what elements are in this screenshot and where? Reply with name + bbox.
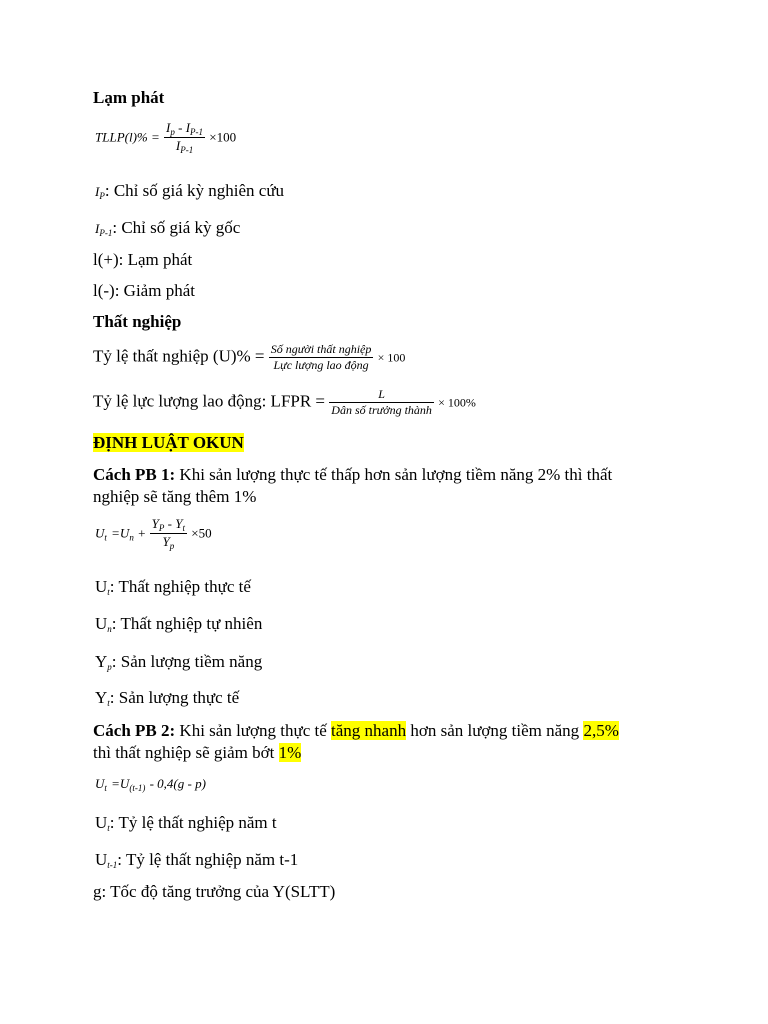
- f2-eq: =U: [111, 776, 130, 791]
- def-text: : Sản lượng tiềm năng: [111, 652, 263, 671]
- def-symbol: I: [95, 184, 100, 199]
- lfpr-formula: [93, 387, 476, 418]
- def-symbol-sub: P-1: [99, 228, 113, 238]
- num-minus: -: [178, 120, 183, 135]
- def-symbol-sub: t: [107, 823, 110, 833]
- num-a: I: [166, 120, 171, 135]
- def-text: : Thất nghiệp thực tế: [109, 577, 251, 596]
- def-symbol: U: [95, 850, 108, 869]
- rate-den: Lực lượng lao động: [273, 358, 369, 372]
- def-yp: [95, 652, 262, 672]
- f1-den: Y: [162, 534, 170, 549]
- def-symbol-sub: p: [107, 662, 112, 672]
- rate-times: × 100: [377, 350, 406, 365]
- formula-times: ×100: [209, 129, 237, 145]
- f2-lhs-sub: t: [104, 783, 107, 793]
- def-symbol-sub: t-1: [107, 860, 118, 870]
- pb2-highlight-2: 2,5%: [583, 721, 619, 740]
- def-symbol: Y: [95, 652, 108, 671]
- pb2-text-a: Khi sản lượng thực tế: [175, 721, 332, 740]
- inflation-heading: Lạm phát: [93, 88, 165, 107]
- num-b: I: [185, 120, 191, 135]
- f1-num: Y: [151, 516, 159, 531]
- unemployment-heading: Thất nghiệp: [93, 312, 182, 331]
- f2-rest: - 0,4(g - p): [149, 776, 206, 791]
- pb1-label: Cách PB 1:: [93, 465, 176, 484]
- def-symbol-sub: n: [107, 624, 112, 634]
- f1-num-sub-b: t: [182, 523, 185, 533]
- num-a-sub: p: [170, 127, 175, 137]
- rate-fraction: [269, 342, 374, 373]
- inflation-line-plus: l(+): Lạm phát: [93, 250, 193, 269]
- lfpr-den: Dân số trưởng thành: [331, 403, 432, 417]
- def-symbol-sub: P: [99, 191, 105, 201]
- def-text: : Chỉ số giá kỳ gốc: [112, 218, 241, 237]
- den-sub: P-1: [180, 145, 194, 155]
- def-symbol-sub: t: [107, 698, 110, 708]
- f1-plus: +: [138, 525, 146, 541]
- lfpr-fraction: [329, 387, 434, 418]
- f1-times: ×50: [191, 525, 212, 541]
- f1-eq: =U: [111, 525, 130, 541]
- okun-heading-text: ĐỊNH LUẬT OKUN: [93, 433, 244, 452]
- def-symbol-sub: t: [107, 587, 110, 597]
- den: I: [175, 138, 181, 153]
- f1-num-minus: - Y: [167, 516, 183, 531]
- lfpr-label: Tỷ lệ lực lượng lao động: LFPR =: [93, 391, 326, 411]
- pb2-line2: [93, 743, 301, 763]
- def-yt: [95, 688, 239, 708]
- def-ip: [95, 181, 284, 201]
- pb1-line1: [93, 465, 612, 485]
- def-symbol: I: [95, 221, 100, 236]
- def-ip1: [95, 218, 240, 238]
- inflation-formula: [95, 120, 236, 155]
- pb2-line1: [93, 721, 619, 741]
- def-un: [95, 614, 262, 634]
- f1-eq-sub: n: [129, 532, 134, 543]
- def-text: : Tỷ lệ thất nghiệp năm t: [109, 813, 277, 832]
- pb2-line2-text: thì thất nghiệp sẽ giảm bớt: [93, 743, 279, 762]
- f1-lhs: U: [95, 525, 105, 541]
- g-definition: g: Tốc độ tăng trưởng của Y(SLTT): [93, 882, 336, 901]
- def-symbol: U: [95, 614, 108, 633]
- def-text: : Sản lượng thực tế: [109, 688, 240, 707]
- def-symbol: U: [95, 577, 108, 596]
- pb2-label: Cách PB 2:: [93, 721, 176, 740]
- def-text: : Chỉ số giá kỳ nghiên cứu: [104, 181, 285, 200]
- def-ut2: [95, 813, 277, 833]
- pb1-text: Khi sản lượng thực tế thấp hơn sản lượng tiềm năng 2% thì thất: [175, 465, 613, 484]
- inflation-line-minus: l(-): Giảm phát: [93, 281, 195, 300]
- pb1-line2: nghiệp sẽ tăng thêm 1%: [93, 487, 257, 506]
- f1-den-sub: p: [169, 541, 175, 551]
- lfpr-times: × 100%: [438, 395, 476, 410]
- rate-label: Tỷ lệ thất nghiệp (U)% =: [93, 346, 265, 366]
- unemployment-rate-formula: [93, 342, 405, 373]
- def-text: : Tỷ lệ thất nghiệp năm t-1: [117, 850, 299, 869]
- def-symbol: U: [95, 813, 108, 832]
- okun-formula-1: [95, 516, 212, 551]
- pb2-highlight-1: tăng nhanh: [331, 721, 407, 740]
- pb2-highlight-3: 1%: [278, 743, 302, 762]
- lfpr-num: L: [378, 387, 385, 401]
- def-ut: [95, 577, 251, 597]
- pb2-text-b: hơn sản lượng tiềm năng: [406, 721, 584, 740]
- def-ut1: [95, 850, 298, 870]
- num-b-sub: P-1: [190, 127, 204, 137]
- f1-fraction: [150, 516, 187, 551]
- f1-num-sub-a: P: [158, 523, 165, 533]
- okun-heading: [93, 433, 244, 453]
- def-symbol: Y: [95, 688, 108, 707]
- rate-num: Số người thất nghiệp: [270, 342, 372, 356]
- okun-formula-2: [95, 773, 206, 793]
- formula-fraction: [164, 120, 205, 155]
- f2-lhs: U: [95, 776, 105, 791]
- f1-lhs-sub: t: [104, 532, 107, 543]
- def-text: : Thất nghiệp tự nhiên: [111, 614, 263, 633]
- f2-eq-sub: (t-1): [129, 783, 146, 793]
- formula-lhs: TLLP(l)% =: [95, 129, 160, 145]
